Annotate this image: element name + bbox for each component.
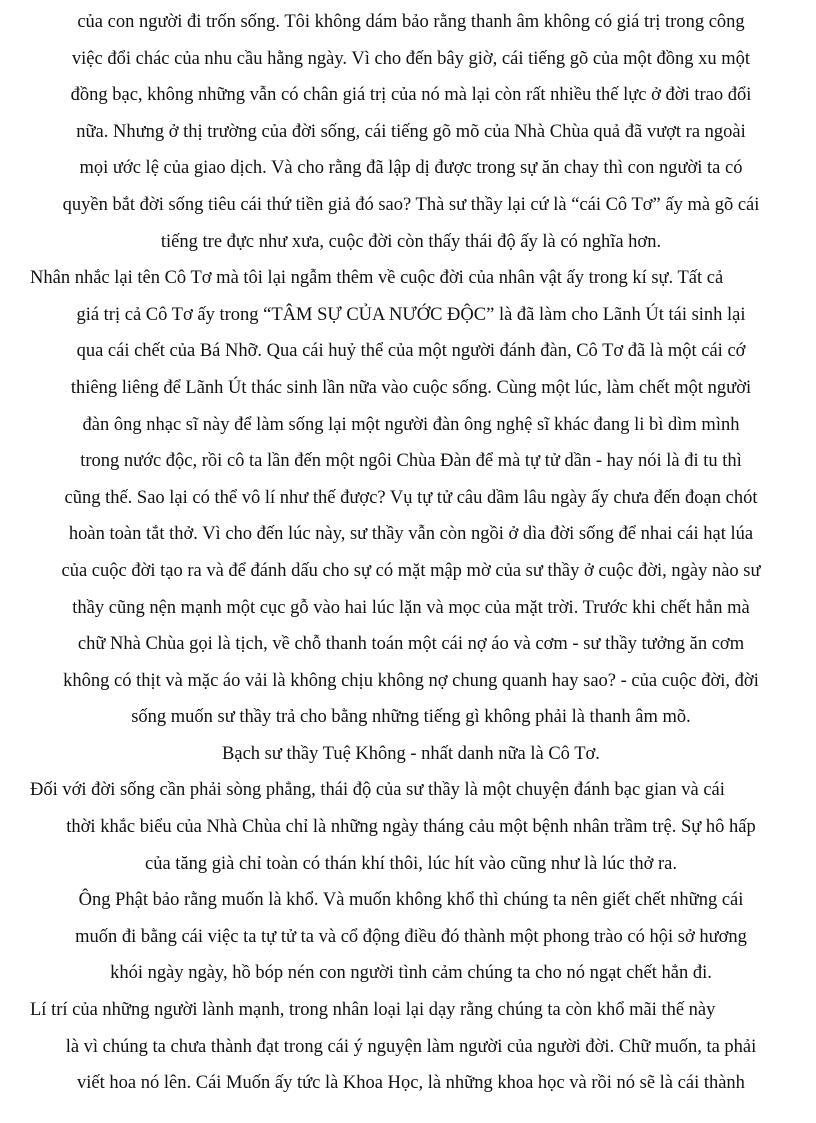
text-line: hoàn toàn tắt thở. Vì cho đến lúc này, sư thầy vẫn còn ngồi ở dìa đời sống để nhai cái hạt lúa — [68, 524, 754, 545]
text-line: của con người đi trốn sống. Tôi không dám bảo rằng thanh âm không có giá trị trong công — [77, 12, 745, 32]
text-line: Ông Phật bảo rằng muốn là khổ. Và muốn không khổ thì chúng ta nên giết chết những cái — [78, 890, 744, 911]
text-line: giá trị cả Cô Tơ ấy trong “TÂM SỰ CỦA NƯỚC ĐỘC” là đã làm cho Lãnh Út tái sinh lại — [76, 304, 746, 325]
text-line: Bạch sư thầy Tuệ Không - nhất danh nữa là Cô Tơ. — [222, 743, 600, 764]
text-line: thầy cũng nện mạnh một cục gỗ vào hai lúc lặn và mọc của mặt trời. Trước khi chết hẳn mà — [72, 597, 750, 618]
text-line: sống muốn sư thầy trả cho bằng những tiếng gì không phải là thanh âm mõ. — [131, 707, 691, 728]
text-line: chữ Nhà Chùa gọi là tịch, về chỗ thanh toán một cái nợ áo và cơm - sư thầy tưởng ăn cơm — [77, 634, 745, 655]
text-line: khói ngày ngày, hồ bóp nén con người tình cảm chúng ta cho nó ngạt chết hẳn đi. — [110, 963, 712, 984]
text-line: viết hoa nó lên. Cái Muốn ấy tức là Khoa Học, là những khoa học và rồi nó sẽ là cái thành — [77, 1073, 745, 1094]
document-page — [30, 4, 792, 1102]
text-line: muốn đi bằng cái việc ta tự tử ta và cổ động điều đó thành một phong trào có hội sở hương — [75, 926, 747, 947]
text-line: thiêng liêng để Lãnh Út thác sinh lần nữa vào cuộc sống. Cùng một lúc, làm chết một người — [70, 377, 752, 398]
text-line: qua cái chết của Bá Nhỡ. Qua cái huỷ thể của một người đánh đàn, Cô Tơ đã là một cái cớ — [76, 341, 746, 362]
text-line: của tăng già chỉ toàn có thán khí thôi, lúc hít vào cũng như là lúc thở ra. — [144, 853, 677, 874]
text-line: không có thịt và mặc áo vải là không chịu không nợ chung quanh hay sao? - của cuộc đời, đời — [63, 670, 759, 691]
paragraph-start-line: Đối với đời sống cần phải sòng phẳng, thái độ của sư thầy là một chuyện đánh bạc gian và cái — [30, 780, 725, 801]
text-line: của cuộc đời tạo ra và để đánh dấu cho sự có mặt mập mờ của sư thầy ở cuộc đời, ngày nào sư — [61, 560, 761, 581]
text-line: nữa. Nhưng ở thị trường của đời sống, cái tiếng gõ mõ của Nhà Chùa quả đã vượt ra ngoài — [76, 121, 746, 142]
text-line: tiếng tre đực như xưa, cuộc đời còn thấy thái độ ấy là có nghĩa hơn. — [160, 231, 662, 252]
text-line: đồng bạc, không những vẫn có chân giá trị của nó mà lại còn rất nhiều thế lực ở đời trao đổi — [70, 85, 752, 106]
text-line: là vì chúng ta chưa thành đạt trong cái ý nguyện làm người của người đời. Chữ muốn, ta phải — [65, 1036, 757, 1057]
text-line: cũng thế. Sao lại có thể vô lí như thế được? Vụ tự tử câu dầm lâu ngày ấy chưa đến đoạn chót — [64, 487, 758, 508]
text-line: việc đổi chác của nhu cầu hằng ngày. Vì cho đến bây giờ, cái tiếng gõ của một đồng xu một — [71, 48, 751, 69]
paragraph-start-line: Nhân nhắc lại tên Cô Tơ mà tôi lại ngẫm thêm về cuộc đời của nhân vật ấy trong kí sự. Tất cả — [30, 268, 724, 289]
paragraph-start-line: Lí trí của những người lành mạnh, trong nhân loại lại dạy rằng chúng ta còn khổ mãi thế này — [30, 1000, 716, 1021]
text-line: quyền bắt đời sống tiêu cái thứ tiền giả đó sao? Thà sư thầy lại cứ là “cái Cô Tơ” ấy mà gõ cái — [62, 194, 760, 215]
text-line: thời khắc biểu của Nhà Chùa chỉ là những ngày tháng cảu một bệnh nhân trầm trệ. Sự hô hấp — [66, 817, 756, 838]
text-line: trong nước độc, rồi cô ta lần đến một ngôi Chùa Đàn để mà tự tử dần - hay nói là đi tu thì — [80, 451, 742, 472]
text-line: mọi ước lệ của giao dịch. Và cho rằng đã lập dị được trong sự ăn chay thì con người ta có — [79, 158, 743, 179]
text-line: đàn ông nhạc sĩ này để làm sống lại một người đàn ông nghệ sĩ khác đang li bì dìm mình — [82, 414, 740, 435]
